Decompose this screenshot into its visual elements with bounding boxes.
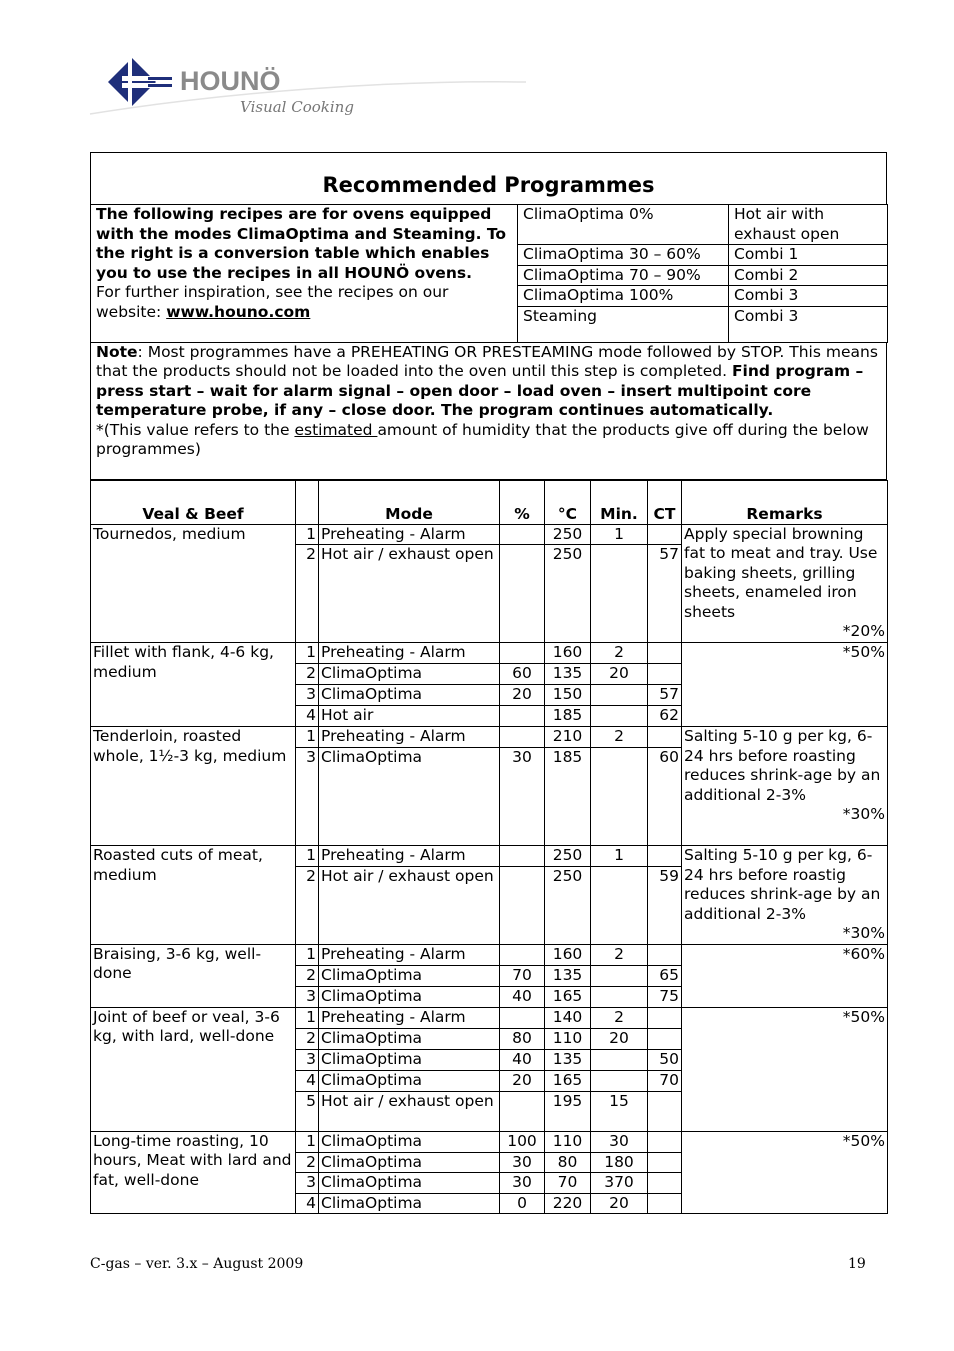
temperature: 250	[545, 524, 591, 545]
step-mode: Preheating - Alarm	[319, 944, 500, 965]
step-number: 2	[296, 965, 319, 986]
step-number: 5	[296, 1091, 319, 1131]
note-humidity-text-end: amount of humidity that the products give off during the below programmes)	[96, 420, 869, 458]
minutes: 180	[591, 1152, 648, 1173]
humidity-percent	[500, 643, 545, 664]
column-header: Remarks	[682, 480, 888, 524]
core-temp: 70	[648, 1070, 682, 1091]
humidity-percent: 40	[500, 986, 545, 1007]
remarks	[682, 524, 888, 643]
minutes	[591, 866, 648, 944]
conversion-mode: ClimaOptima 70 – 90%	[518, 265, 729, 286]
minutes	[591, 706, 648, 727]
step-number: 2	[296, 664, 319, 685]
step-number: 1	[296, 727, 319, 748]
core-temp	[648, 944, 682, 965]
core-temp	[648, 1028, 682, 1049]
temperature: 165	[545, 986, 591, 1007]
step-number: 3	[296, 748, 319, 846]
conversion-mode: ClimaOptima 0%	[518, 205, 729, 245]
temperature: 185	[545, 748, 591, 846]
dish-name: Roasted cuts of meat, medium	[91, 846, 296, 945]
note-humidity-text: *(This value refers to the	[96, 420, 295, 439]
core-temp: 65	[648, 965, 682, 986]
humidity-percent	[500, 706, 545, 727]
remarks	[682, 1007, 888, 1131]
remark-text: Apply special browning fat to meat and tray. Use baking sheets, grilling sheets, enameled iron sheets	[684, 524, 878, 621]
step-number: 3	[296, 986, 319, 1007]
table-row	[91, 944, 888, 965]
core-temp	[648, 1193, 682, 1214]
table-row	[91, 1131, 888, 1152]
core-temp	[648, 1152, 682, 1173]
footer-page-number: 19	[848, 1256, 866, 1272]
core-temp	[648, 643, 682, 664]
minutes: 20	[591, 664, 648, 685]
humidity-estimate: *50%	[842, 1007, 885, 1026]
temperature: 135	[545, 965, 591, 986]
humidity-percent	[500, 524, 545, 545]
humidity-estimate: *60%	[842, 944, 885, 963]
humidity-percent: 30	[500, 1173, 545, 1194]
temperature: 185	[545, 706, 591, 727]
step-mode: Hot air / exhaust open	[319, 866, 500, 944]
humidity-percent: 20	[500, 1070, 545, 1091]
core-temp: 62	[648, 706, 682, 727]
step-mode: ClimaOptima	[319, 1131, 500, 1152]
core-temp: 57	[648, 545, 682, 643]
step-mode: Preheating - Alarm	[319, 846, 500, 867]
minutes: 20	[591, 1193, 648, 1214]
remark-text: Salting 5-10 g per kg, 6-24 hrs before roasting reduces shrink-age by an additional 2-3%	[684, 727, 881, 804]
core-temp: 57	[648, 685, 682, 706]
core-temp	[648, 1173, 682, 1194]
table-row	[91, 846, 888, 867]
logo-mark-icon	[108, 58, 172, 106]
temperature: 80	[545, 1152, 591, 1173]
table-row	[91, 643, 888, 664]
core-temp	[648, 664, 682, 685]
step-number: 1	[296, 524, 319, 545]
step-number: 2	[296, 1028, 319, 1049]
core-temp: 59	[648, 866, 682, 944]
note-table	[90, 343, 887, 480]
minutes: 15	[591, 1091, 648, 1131]
minutes: 2	[591, 1007, 648, 1028]
step-number: 1	[296, 944, 319, 965]
humidity-percent	[500, 545, 545, 643]
minutes	[591, 1070, 648, 1091]
minutes	[591, 685, 648, 706]
column-header: Min.	[591, 480, 648, 524]
minutes: 30	[591, 1131, 648, 1152]
temperature: 135	[545, 664, 591, 685]
website-link[interactable]: www.houno.com	[166, 302, 311, 321]
table-row	[91, 524, 888, 545]
step-number: 1	[296, 1007, 319, 1028]
step-number: 1	[296, 846, 319, 867]
brand-name: HOUNÖ	[180, 66, 281, 96]
step-mode: Hot air	[319, 706, 500, 727]
remarks	[682, 643, 888, 727]
conversion-equivalent: Combi 2	[729, 265, 888, 286]
temperature: 165	[545, 1070, 591, 1091]
minutes	[591, 965, 648, 986]
step-mode: ClimaOptima	[319, 664, 500, 685]
note-text: : Most programmes have a PREHEATING OR PRESTEAMING mode followed by STOP. This means that the products should not be loaded into the oven until this step is completed.	[96, 342, 878, 380]
column-header: %	[500, 480, 545, 524]
programme-table	[90, 480, 888, 1215]
humidity-estimate: *30%	[842, 924, 885, 942]
step-number: 2	[296, 866, 319, 944]
step-mode: Preheating - Alarm	[319, 643, 500, 664]
intro-text	[91, 205, 518, 343]
dish-name: Long-time roasting, 10 hours, Meat with lard and fat, well-done	[91, 1131, 296, 1214]
core-temp	[648, 727, 682, 748]
humidity-estimate: *50%	[842, 643, 885, 661]
step-mode: ClimaOptima	[319, 1028, 500, 1049]
column-header	[296, 480, 319, 524]
minutes	[591, 545, 648, 643]
step-number: 4	[296, 1070, 319, 1091]
conversion-mode: ClimaOptima 100%	[518, 286, 729, 307]
humidity-percent: 70	[500, 965, 545, 986]
humidity-percent	[500, 727, 545, 748]
note-instructions: Find program – press start – wait for alarm signal – open door – load oven – insert multipoint core temperature probe, if any – close door. The program continues automatically.	[96, 362, 864, 419]
table-row	[91, 1007, 888, 1028]
minutes: 2	[591, 944, 648, 965]
step-mode: ClimaOptima	[319, 1152, 500, 1173]
step-mode: ClimaOptima	[319, 748, 500, 846]
conversion-mode: Steaming	[518, 306, 729, 342]
step-number: 3	[296, 1049, 319, 1070]
humidity-estimate: *20%	[842, 622, 885, 640]
page-title: Recommended Programmes	[322, 173, 655, 197]
remarks	[682, 944, 888, 1007]
core-temp	[648, 1131, 682, 1152]
temperature: 195	[545, 1091, 591, 1131]
dish-name: Tournedos, medium	[91, 524, 296, 643]
humidity-percent: 40	[500, 1049, 545, 1070]
intro-plain-text: For further inspiration, see the recipes on our website:	[96, 283, 449, 321]
table-row	[91, 727, 888, 748]
footer-version: C-gas – ver. 3.x – August 2009	[90, 1256, 304, 1272]
minutes	[591, 986, 648, 1007]
humidity-percent	[500, 1007, 545, 1028]
minutes: 2	[591, 643, 648, 664]
dish-name: Tenderloin, roasted whole, 1½-3 kg, medium	[91, 727, 296, 846]
intro-bold-text: The following recipes are for ovens equipped with the modes ClimaOptima and Steaming. To the right is a conversion table which enables you to use the recipes in all HOUNÖ ovens.	[96, 205, 507, 282]
temperature: 110	[545, 1028, 591, 1049]
column-header: Mode	[319, 480, 500, 524]
core-temp	[648, 1091, 682, 1131]
humidity-percent: 0	[500, 1193, 545, 1214]
humidity-percent: 30	[500, 748, 545, 846]
step-number: 4	[296, 1193, 319, 1214]
temperature: 160	[545, 944, 591, 965]
humidity-percent	[500, 944, 545, 965]
humidity-percent	[500, 866, 545, 944]
step-mode: ClimaOptima	[319, 685, 500, 706]
note-label: Note	[96, 342, 138, 361]
step-number: 2	[296, 1152, 319, 1173]
minutes: 1	[591, 846, 648, 867]
humidity-estimate: *50%	[842, 1131, 885, 1150]
temperature: 250	[545, 846, 591, 867]
step-mode: ClimaOptima	[319, 1173, 500, 1194]
core-temp	[648, 524, 682, 545]
core-temp: 60	[648, 748, 682, 846]
core-temp	[648, 1007, 682, 1028]
column-header: CT	[648, 480, 682, 524]
humidity-percent: 80	[500, 1028, 545, 1049]
temperature: 220	[545, 1193, 591, 1214]
temperature: 70	[545, 1173, 591, 1194]
step-mode: ClimaOptima	[319, 986, 500, 1007]
column-header: °C	[545, 480, 591, 524]
step-mode: Preheating - Alarm	[319, 727, 500, 748]
humidity-percent: 30	[500, 1152, 545, 1173]
temperature: 135	[545, 1049, 591, 1070]
remarks	[682, 846, 888, 945]
dish-name: Fillet with flank, 4-6 kg, medium	[91, 643, 296, 727]
temperature: 210	[545, 727, 591, 748]
temperature: 140	[545, 1007, 591, 1028]
step-number: 3	[296, 1173, 319, 1194]
minutes	[591, 748, 648, 846]
minutes: 2	[591, 727, 648, 748]
intro-table	[90, 204, 888, 343]
step-mode: ClimaOptima	[319, 1049, 500, 1070]
step-mode: ClimaOptima	[319, 1193, 500, 1214]
step-mode: Hot air / exhaust open	[319, 545, 500, 643]
step-number: 1	[296, 1131, 319, 1152]
minutes: 20	[591, 1028, 648, 1049]
column-header: Veal & Beef	[91, 480, 296, 524]
remarks	[682, 1131, 888, 1214]
programme-sheet	[90, 152, 887, 1214]
houno-logo	[88, 52, 528, 132]
humidity-percent	[500, 1091, 545, 1131]
humidity-estimate: *30%	[842, 805, 885, 823]
step-number: 1	[296, 643, 319, 664]
title-row	[90, 152, 887, 204]
minutes: 1	[591, 524, 648, 545]
step-mode: ClimaOptima	[319, 965, 500, 986]
note-estimated: estimated	[294, 420, 378, 439]
conversion-equivalent: Combi 1	[729, 245, 888, 266]
humidity-percent: 20	[500, 685, 545, 706]
core-temp: 50	[648, 1049, 682, 1070]
humidity-percent: 100	[500, 1131, 545, 1152]
step-mode: ClimaOptima	[319, 1070, 500, 1091]
humidity-percent: 60	[500, 664, 545, 685]
conversion-equivalent: Combi 3	[729, 306, 888, 342]
temperature: 150	[545, 685, 591, 706]
brand-tagline: Visual Cooking	[240, 98, 354, 116]
minutes: 370	[591, 1173, 648, 1194]
step-number: 4	[296, 706, 319, 727]
conversion-row	[91, 205, 888, 245]
step-mode: Preheating - Alarm	[319, 524, 500, 545]
temperature: 110	[545, 1131, 591, 1152]
conversion-mode: ClimaOptima 30 – 60%	[518, 245, 729, 266]
step-mode: Preheating - Alarm	[319, 1007, 500, 1028]
step-mode: Hot air / exhaust open	[319, 1091, 500, 1131]
core-temp	[648, 846, 682, 867]
conversion-equivalent: Combi 3	[729, 286, 888, 307]
remark-text: Salting 5-10 g per kg, 6-24 hrs before roastig reduces shrink-age by an additional 2-3%	[684, 846, 881, 923]
humidity-percent	[500, 846, 545, 867]
dish-name: Joint of beef or veal, 3-6 kg, with lard, well-done	[91, 1007, 296, 1131]
temperature: 250	[545, 545, 591, 643]
dish-name: Braising, 3-6 kg, well-done	[91, 944, 296, 1007]
temperature: 250	[545, 866, 591, 944]
conversion-equivalent: Hot air with exhaust open	[729, 205, 888, 245]
step-number: 3	[296, 685, 319, 706]
minutes	[591, 1049, 648, 1070]
step-number: 2	[296, 545, 319, 643]
temperature: 160	[545, 643, 591, 664]
core-temp: 75	[648, 986, 682, 1007]
remarks	[682, 727, 888, 846]
note-cell	[91, 343, 887, 480]
